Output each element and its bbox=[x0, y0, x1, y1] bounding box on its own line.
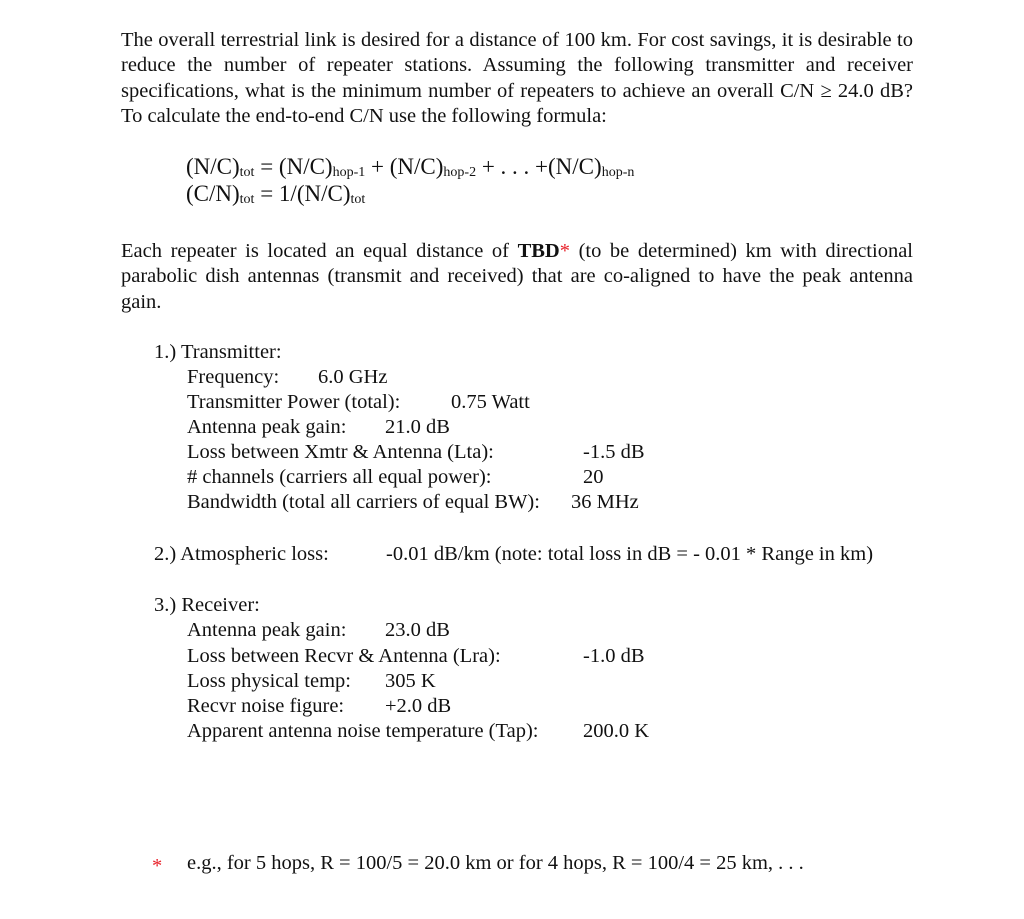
tx-channels-label: # channels (carriers all equal power): bbox=[187, 466, 492, 488]
formula-sub-tot: tot bbox=[239, 165, 255, 180]
repeater-text-pre: Each repeater is located an equal distance of bbox=[121, 240, 518, 262]
tx-bandwidth-value: 36 MHz bbox=[571, 491, 639, 513]
formula-eq-hop1: = (N/C) bbox=[254, 154, 333, 179]
tx-power-value: 0.75 Watt bbox=[451, 391, 530, 413]
repeater-description bbox=[121, 239, 913, 315]
formula-plus-hop2: + (N/C) bbox=[365, 154, 444, 179]
formula2-sub-tot: tot bbox=[239, 192, 255, 207]
tx-gain-value: 21.0 dB bbox=[385, 416, 450, 438]
formula-tail: + . . . +(N/C) bbox=[476, 154, 602, 179]
tbd-asterisk: * bbox=[559, 240, 570, 262]
tx-power-label: Transmitter Power (total): bbox=[187, 391, 401, 413]
formula-eq-inverse: = 1/(N/C) bbox=[254, 181, 351, 206]
rx-gain-value: 23.0 dB bbox=[385, 619, 450, 641]
rx-nf-value: +2.0 dB bbox=[385, 695, 452, 717]
footnote-text: e.g., for 5 hops, R = 100/5 = 20.0 km or for 4 hops, R = 100/4 = 25 km, . . . bbox=[187, 852, 804, 874]
tx-gain-label: Antenna peak gain: bbox=[187, 416, 347, 438]
tx-frequency-value: 6.0 GHz bbox=[318, 366, 388, 388]
tx-channels-value: 20 bbox=[583, 466, 604, 488]
rx-temp-label: Loss physical temp: bbox=[187, 670, 351, 692]
rx-nf-label: Recvr noise figure: bbox=[187, 695, 345, 717]
atmospheric-value: -0.01 dB/km (note: total loss in dB = - 0.01 * Range in km) bbox=[386, 543, 874, 565]
formula-sub-hopn: hop-n bbox=[601, 165, 635, 180]
footnote-asterisk: * bbox=[152, 855, 163, 877]
rx-loss-value: -1.0 dB bbox=[583, 645, 645, 667]
repeater-text-post: (to be determined) km with directional parabolic dish antennas (transmit and received) that are co-aligned to have the peak antenna gain. bbox=[121, 240, 913, 313]
tbd-label: TBD bbox=[517, 240, 560, 262]
formula2-sub-tot-b: tot bbox=[350, 192, 366, 207]
formula-nc-tot: (N/C) bbox=[186, 154, 240, 179]
formula-sub-hop2: hop-2 bbox=[443, 165, 477, 180]
rx-gain-label: Antenna peak gain: bbox=[187, 619, 347, 641]
transmitter-heading: 1.) Transmitter: bbox=[154, 341, 282, 363]
formula-cn-tot: (C/N) bbox=[186, 181, 240, 206]
problem-intro: The overall terrestrial link is desired for a distance of 100 km. For cost savings, it is desirable to reduce the number of repeater stations. Assuming the following transmitter and receiver specifications, what is the minimum number of repeaters to achieve an overall C/N ≥ 24.0 dB? To calculate the end-to-end C/N use the following formula: bbox=[121, 29, 913, 128]
rx-temp-value: 305 K bbox=[385, 670, 436, 692]
formula-line-2 bbox=[186, 181, 365, 207]
receiver-heading: 3.) Receiver: bbox=[154, 594, 260, 616]
tx-loss-value: -1.5 dB bbox=[583, 441, 645, 463]
formula-sub-hop1: hop-1 bbox=[332, 165, 366, 180]
rx-tap-value: 200.0 K bbox=[583, 720, 650, 742]
tx-frequency-label: Frequency: bbox=[187, 366, 280, 388]
tx-loss-label: Loss between Xmtr & Antenna (Lta): bbox=[187, 441, 494, 463]
rx-tap-label: Apparent antenna noise temperature (Tap): bbox=[187, 720, 539, 742]
formula-line-1 bbox=[186, 154, 634, 180]
atmospheric-heading: 2.) Atmospheric loss: bbox=[154, 543, 329, 565]
rx-loss-label: Loss between Recvr & Antenna (Lra): bbox=[187, 645, 501, 667]
tx-bandwidth-label: Bandwidth (total all carriers of equal BW): bbox=[187, 491, 540, 513]
